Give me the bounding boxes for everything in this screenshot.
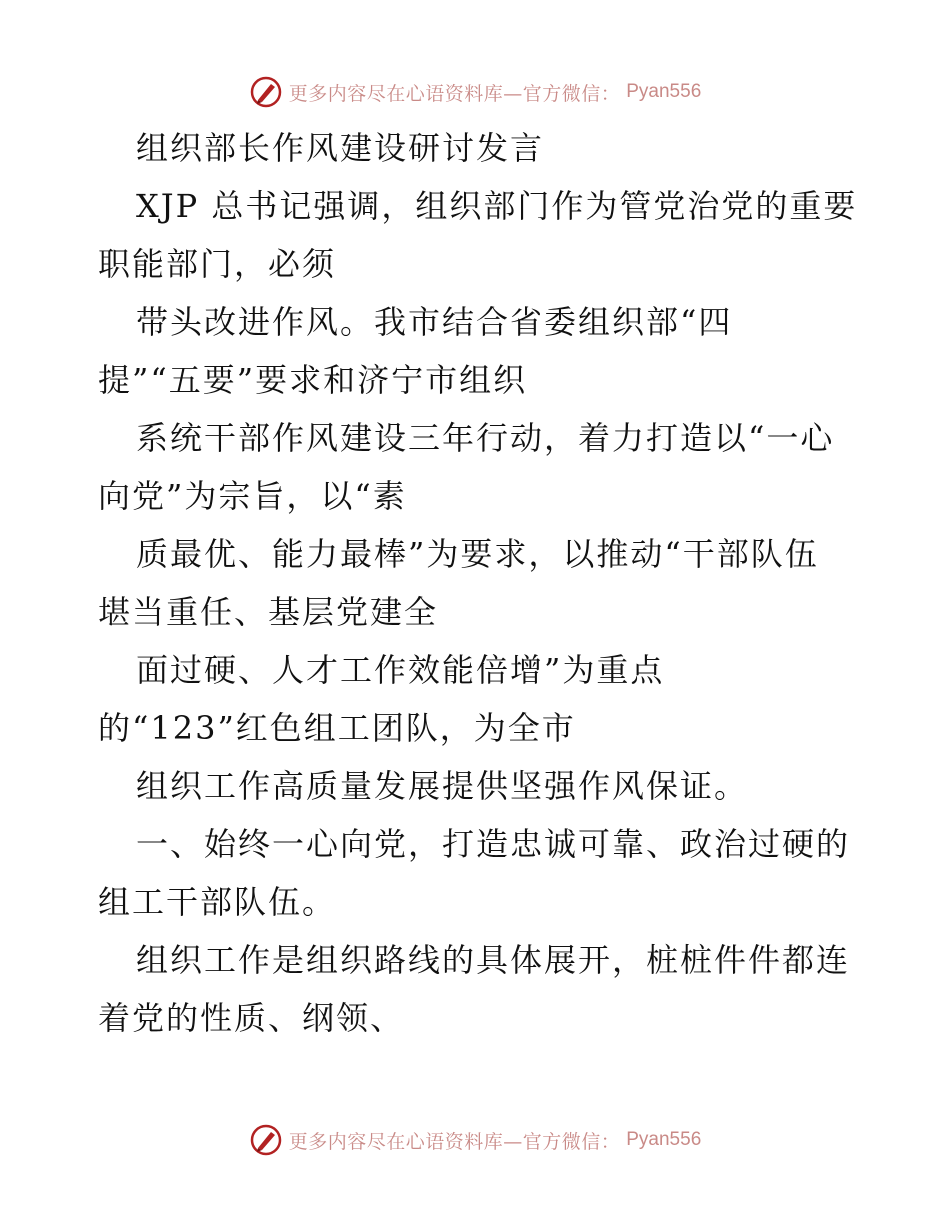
text-line: 组织工作高质量发展提供坚强作风保证。: [136, 767, 749, 805]
text-line: 组织工作是组织路线的具体展开，桩桩件件都连: [136, 941, 851, 979]
text-line: 面过硬、人才工作效能倍增”为重点: [136, 651, 665, 689]
document-body: [98, 119, 858, 1047]
watermark-handle: Pyan556: [626, 81, 702, 102]
document-title: 组织部长作风建设研讨发言: [136, 129, 545, 167]
section-heading-cont: 组工干部队伍。: [98, 883, 337, 921]
text-line: 提”“五要”要求和济宁市组织: [98, 361, 528, 399]
watermark-text: 更多内容尽在心语资料库—官方微信：: [288, 82, 621, 105]
footer-watermark: [0, 1120, 950, 1160]
text-line: 带头改进作风。我市结合省委组织部“四: [136, 303, 733, 341]
text-line: 的“123”红色组工团队，为全市: [98, 709, 576, 747]
text-line: 职能部门，必须: [98, 245, 337, 283]
text-line: XJP 总书记强调，组织部门作为管党治党的重要: [136, 187, 858, 225]
header-watermark: [0, 72, 950, 112]
pen-logo-icon: [249, 75, 283, 109]
text-line: 堪当重任、基层党建全: [98, 593, 439, 631]
section-heading: 一、始终一心向党，打造忠诚可靠、政治过硬的: [136, 825, 851, 863]
watermark-text: 更多内容尽在心语资料库—官方微信：: [288, 1130, 621, 1153]
text-line: 着党的性质、纲领、: [98, 999, 405, 1037]
watermark-handle: Pyan556: [626, 1129, 702, 1150]
text-line: 系统干部作风建设三年行动，着力打造以“一心: [136, 419, 835, 457]
text-line: 向党”为宗旨，以“素: [98, 477, 407, 515]
pen-logo-icon: [249, 1123, 283, 1157]
text-line: 质最优、能力最棒”为要求，以推动“干部队伍: [136, 535, 819, 573]
